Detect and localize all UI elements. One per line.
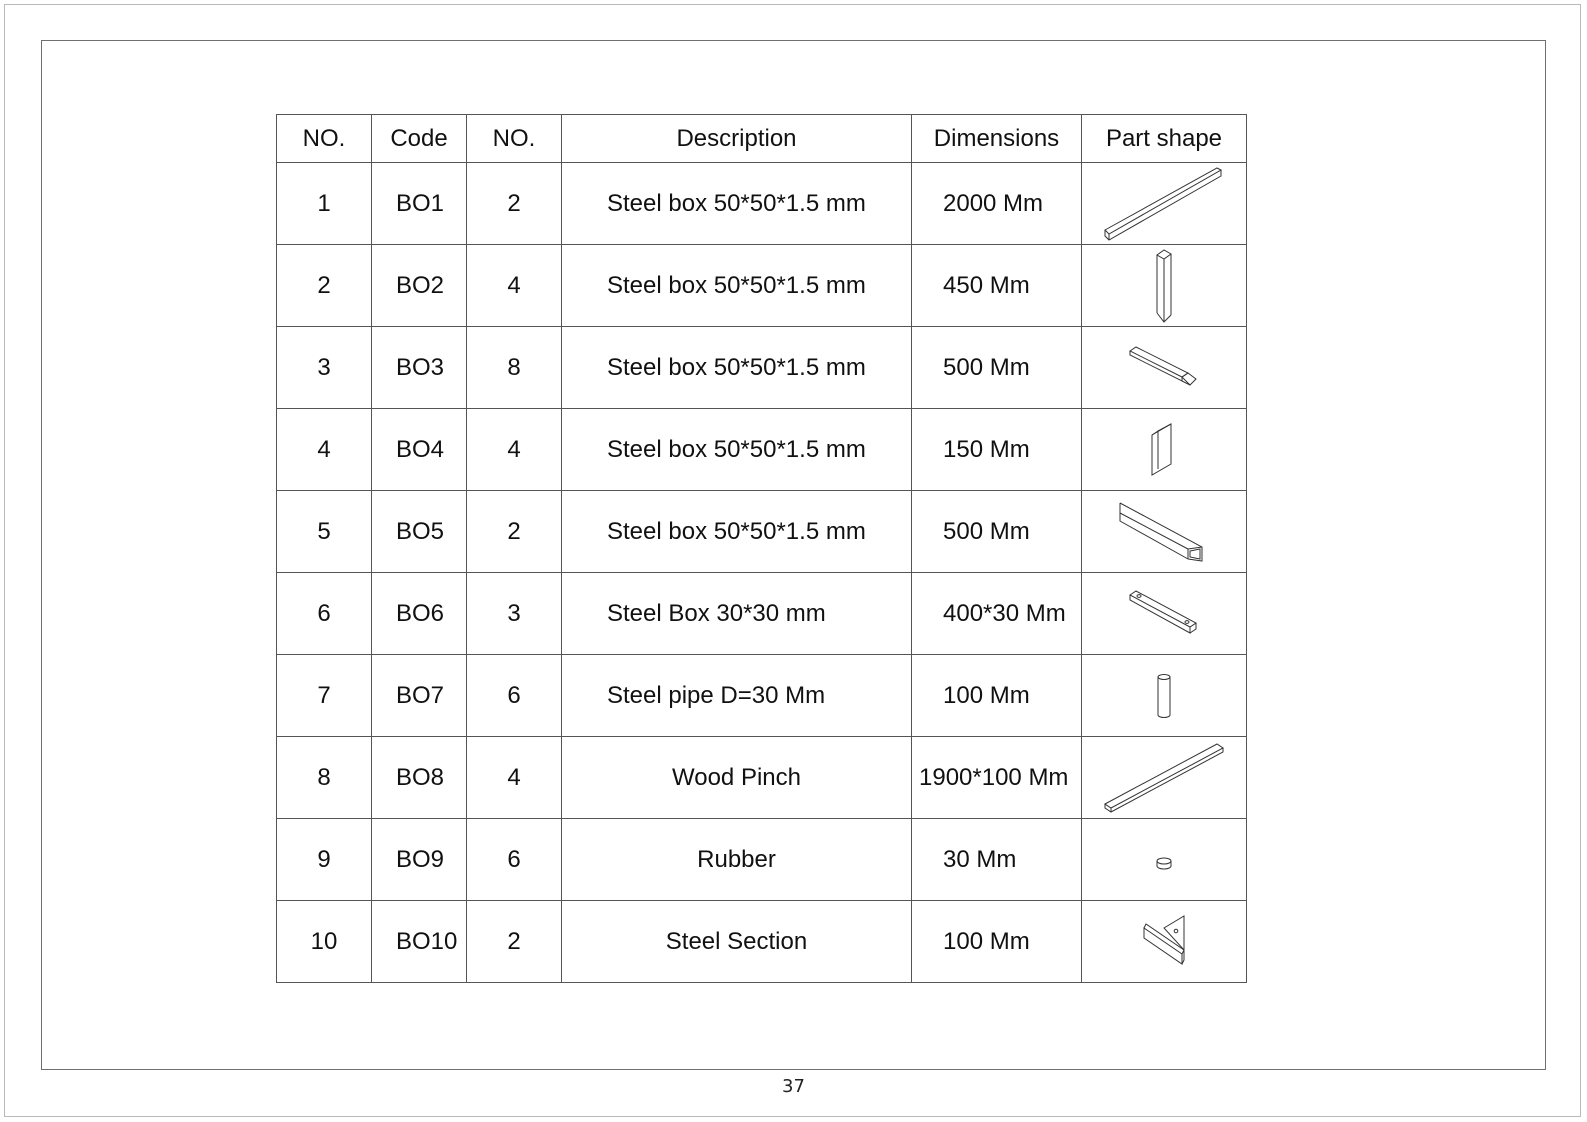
- row-number: 2: [277, 245, 372, 327]
- parts-table: [276, 114, 1247, 983]
- part-shape-cell: [1082, 737, 1247, 819]
- row-number: 6: [277, 573, 372, 655]
- part-dimensions: 100 Mm: [912, 901, 1082, 983]
- part-shape-cell: [1082, 409, 1247, 491]
- part-code: BO9: [372, 819, 467, 901]
- table-row: [277, 327, 1247, 409]
- part-shape-cell: [1082, 245, 1247, 327]
- part-shape-cell: [1082, 655, 1247, 737]
- part-dimensions: 150 Mm: [912, 409, 1082, 491]
- part-code: BO4: [372, 409, 467, 491]
- part-shape-cell: [1082, 163, 1247, 245]
- header-dimensions: Dimensions: [912, 115, 1082, 163]
- table-row: [277, 491, 1247, 573]
- part-dimensions: 400*30 Mm: [912, 573, 1082, 655]
- header-code: Code: [372, 115, 467, 163]
- part-dimensions: 30 Mm: [912, 819, 1082, 901]
- wood-plank-icon: [1099, 742, 1229, 814]
- part-shape-cell: [1082, 901, 1247, 983]
- part-dimensions: 450 Mm: [912, 245, 1082, 327]
- part-quantity: 4: [467, 409, 562, 491]
- header-no: NO.: [277, 115, 372, 163]
- part-dimensions: 1900*100 Mm: [912, 737, 1082, 819]
- pipe-cylinder-icon: [1152, 671, 1176, 721]
- header-quantity: NO.: [467, 115, 562, 163]
- part-quantity: 3: [467, 573, 562, 655]
- row-number: 4: [277, 409, 372, 491]
- part-description: Rubber: [562, 819, 912, 901]
- row-number: 10: [277, 901, 372, 983]
- table-row: [277, 655, 1247, 737]
- part-quantity: 2: [467, 901, 562, 983]
- table-row: [277, 819, 1247, 901]
- part-code: BO2: [372, 245, 467, 327]
- part-code: BO10: [372, 901, 467, 983]
- long-diagonal-bar-icon: [1099, 166, 1229, 242]
- table-header-row: [277, 115, 1247, 163]
- row-number: 1: [277, 163, 372, 245]
- part-description: Steel Section: [562, 901, 912, 983]
- steel-bracket-icon: [1136, 914, 1192, 970]
- part-quantity: 4: [467, 737, 562, 819]
- part-code: BO8: [372, 737, 467, 819]
- table-row: [277, 245, 1247, 327]
- part-description: Steel box 50*50*1.5 mm: [562, 163, 912, 245]
- short-diagonal-tube-icon: [1124, 343, 1204, 393]
- part-code: BO7: [372, 655, 467, 737]
- part-quantity: 6: [467, 819, 562, 901]
- part-description: Steel Box 30*30 mm: [562, 573, 912, 655]
- part-shape-cell: [1082, 327, 1247, 409]
- table-row: [277, 901, 1247, 983]
- short-block-icon: [1144, 421, 1184, 479]
- square-tube-icon: [1114, 499, 1214, 565]
- part-code: BO5: [372, 491, 467, 573]
- rubber-disc-icon: [1152, 854, 1176, 874]
- page-number: 37: [782, 1076, 805, 1097]
- row-number: 3: [277, 327, 372, 409]
- part-shape-cell: [1082, 491, 1247, 573]
- part-description: Wood Pinch: [562, 737, 912, 819]
- part-description: Steel box 50*50*1.5 mm: [562, 327, 912, 409]
- part-quantity: 2: [467, 163, 562, 245]
- part-description: Steel box 50*50*1.5 mm: [562, 409, 912, 491]
- part-quantity: 2: [467, 491, 562, 573]
- part-code: BO6: [372, 573, 467, 655]
- part-dimensions: 500 Mm: [912, 491, 1082, 573]
- part-shape-cell: [1082, 573, 1247, 655]
- part-dimensions: 100 Mm: [912, 655, 1082, 737]
- table-row: [277, 409, 1247, 491]
- drilled-bar-icon: [1124, 587, 1204, 641]
- part-dimensions: 2000 Mm: [912, 163, 1082, 245]
- row-number: 7: [277, 655, 372, 737]
- part-description: Steel pipe D=30 Mm: [562, 655, 912, 737]
- part-shape-cell: [1082, 819, 1247, 901]
- row-number: 5: [277, 491, 372, 573]
- part-code: BO3: [372, 327, 467, 409]
- part-quantity: 6: [467, 655, 562, 737]
- part-dimensions: 500 Mm: [912, 327, 1082, 409]
- row-number: 9: [277, 819, 372, 901]
- row-number: 8: [277, 737, 372, 819]
- vertical-square-post-icon: [1149, 247, 1179, 325]
- header-part-shape: Part shape: [1082, 115, 1247, 163]
- part-description: Steel box 50*50*1.5 mm: [562, 245, 912, 327]
- part-description: Steel box 50*50*1.5 mm: [562, 491, 912, 573]
- part-quantity: 4: [467, 245, 562, 327]
- table-row: [277, 737, 1247, 819]
- part-quantity: 8: [467, 327, 562, 409]
- table-row: [277, 163, 1247, 245]
- table-row: [277, 573, 1247, 655]
- header-description: Description: [562, 115, 912, 163]
- part-code: BO1: [372, 163, 467, 245]
